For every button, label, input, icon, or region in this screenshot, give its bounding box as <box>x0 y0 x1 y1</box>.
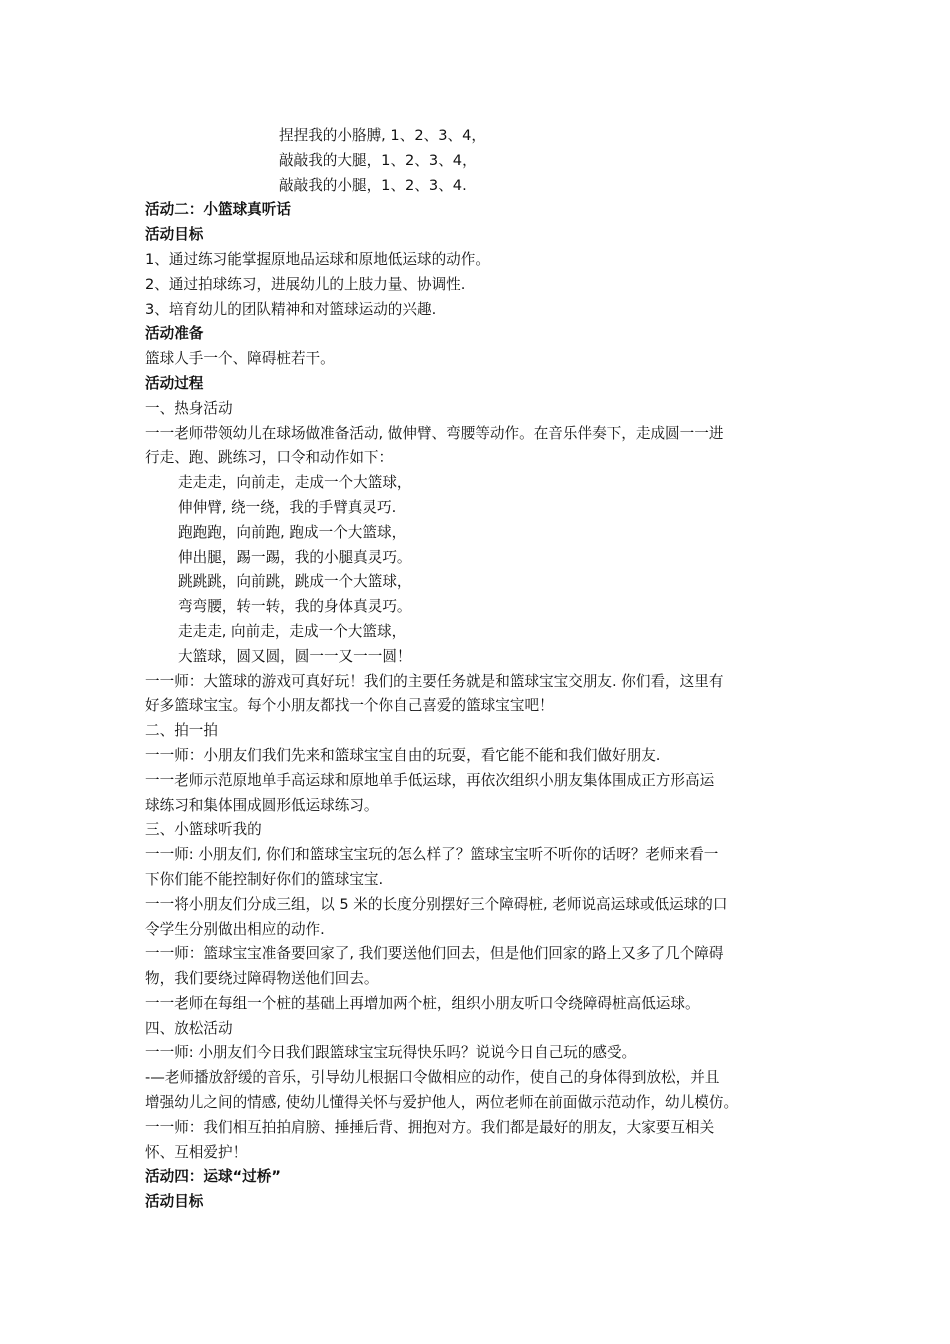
paragraph-line: 一一师：大篮球的游戏可真好玩！我们的主要任务就是和篮球宝宝交朋友. 你们看，这里有 <box>145 672 724 690</box>
poem-line: 跳跳跳，向前跳，跳成一个大篮球， <box>178 573 412 591</box>
paragraph-line: -—老师播放舒缓的音乐，引导幼儿根据口令做相应的动作，使自己的身体得到放松，并且 <box>145 1069 720 1087</box>
poem-line: 弯弯腰，转一转，我的身体真灵巧。 <box>178 598 412 616</box>
paragraph-line: 怀、互相爱护！ <box>145 1143 248 1161</box>
poem-line: 跑跑跑，向前跑, 跑成一个大篮球， <box>178 523 407 541</box>
paragraph-line: 一一老师带领幼儿在球场做准备活动, 做伸臂、弯腰等动作。在音乐伴奏下，走成圆一一进 <box>145 424 724 442</box>
section-heading-relax: 四、放松活动 <box>145 1019 233 1037</box>
paragraph-line: 下你们能不能控制好你们的篮球宝宝. <box>145 870 384 888</box>
poem-line: 伸出腿，踢一踢，我的小腿真灵巧。 <box>178 548 412 566</box>
paragraph-line: 一一师: 小朋友们今日我们跟篮球宝宝玩得快乐吗？说说今日自己玩的感受。 <box>145 1044 637 1062</box>
goals-heading-2: 活动目标 <box>145 1193 204 1211</box>
paragraph-line: 好多篮球宝宝。每个小朋友都找一个你自己喜爱的篮球宝宝吧！ <box>145 697 554 715</box>
section-heading-warmup: 一、热身活动 <box>145 399 233 417</box>
goals-heading: 活动目标 <box>145 226 204 244</box>
goal-item: 3、培育幼儿的团队精神和对篮球运动的兴趣. <box>145 300 437 318</box>
poem-line: 走走走，向前走，走成一个大篮球， <box>178 474 412 492</box>
preparation-text: 篮球人手一个、障碍桩若干。 <box>145 350 335 368</box>
poem-line: 走走走, 向前走，走成一个大篮球， <box>178 622 407 640</box>
poem-line: 伸伸臂, 绕一绕，我的手臂真灵巧. <box>178 498 397 516</box>
goal-item: 2、通过拍球练习，进展幼儿的上肢力量、协调性. <box>145 275 466 293</box>
document-body <box>145 124 817 1215</box>
section-heading-pat: 二、拍一拍 <box>145 722 218 740</box>
preparation-heading: 活动准备 <box>145 325 204 343</box>
paragraph-line: 一一师：我们相互拍拍肩膀、捶捶后背、拥抱对方。我们都是最好的朋友，大家要互相关 <box>145 1118 715 1136</box>
rhyme-line: 敲敲我的大腿，1、2、3、4， <box>279 151 477 169</box>
poem-line: 大篮球，圆又圆，圆一一又一一圆！ <box>178 647 412 665</box>
paragraph-line: 一一老师示范原地单手高运球和原地单手低运球，再依次组织小朋友集体围成正方形高运 <box>145 771 715 789</box>
activity-four-title: 活动四：运球“过桥” <box>145 1168 281 1186</box>
process-heading: 活动过程 <box>145 374 204 392</box>
paragraph-line: 增强幼儿之间的情感, 使幼儿懂得关怀与爱护他人，两位老师在前面做示范动作，幼儿模仿。 <box>145 1094 739 1112</box>
paragraph-line: 一一师：小朋友们我们先来和篮球宝宝自由的玩耍，看它能不能和我们做好朋友. <box>145 746 661 764</box>
rhyme-line: 敲敲我的小腿，1、2、3、4. <box>279 176 467 194</box>
goal-item: 1、通过练习能掌握原地品运球和原地低运球的动作。 <box>145 250 490 268</box>
paragraph-line: 物，我们要绕过障碍物送他们回去。 <box>145 970 379 988</box>
paragraph-line: 一一师: 小朋友们, 你们和篮球宝宝玩的怎么样了？篮球宝宝听不听你的话呀？老师来看一 <box>145 846 719 864</box>
paragraph-line: 一一师：篮球宝宝准备要回家了, 我们要送他们回去，但是他们回家的路上又多了几个障碍 <box>145 945 724 963</box>
activity-two-title: 活动二：小篮球真听话 <box>145 201 291 219</box>
paragraph-line: 一一老师在每组一个桩的基础上再增加两个桩，组织小朋友听口令绕障碍桩高低运球。 <box>145 994 700 1012</box>
paragraph-line: 一一将小朋友们分成三组，以 5 米的长度分别摆好三个障碍桩, 老师说高运球或低运球的口 <box>145 895 728 913</box>
paragraph-line: 令学生分别做出相应的动作. <box>145 920 325 938</box>
rhyme-line: 捏捏我的小胳膊, 1、2、3、4， <box>279 127 486 144</box>
section-heading-listen: 三、小篮球听我的 <box>145 821 262 839</box>
paragraph-line: 球练习和集体围成圆形低运球练习。 <box>145 796 379 814</box>
paragraph-line: 行走、跑、跳练习，口令和动作如下： <box>145 449 394 467</box>
